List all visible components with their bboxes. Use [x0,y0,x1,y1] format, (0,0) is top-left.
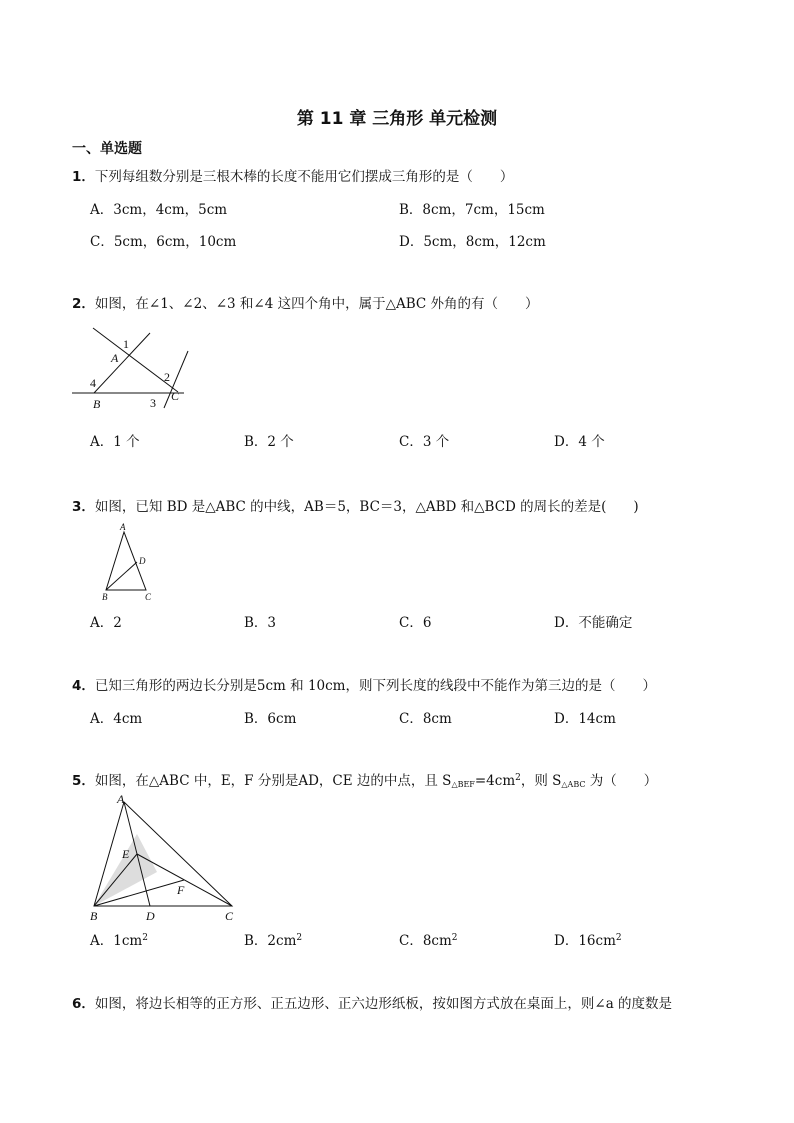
option-c[interactable]: C．6 [399,615,432,631]
page-title: 第 11 章 三角形 单元检测 [296,109,498,129]
question-text: 如图，将边长相等的正方形、正五边形、正六边形纸板，按如图方式放在桌面上，则∠a 的度数是 [94,996,673,1012]
option-d[interactable]: D．$16cm^2$ [554,933,622,949]
section-heading: 一、单选题 [72,141,142,157]
label-A: A [120,522,126,532]
option-c[interactable]: C．5cm，6cm，10cm [90,234,237,250]
question-2 [72,292,539,312]
option-d[interactable]: D．4 个 [554,434,605,450]
question-text: 如图，已知 BD 是△ABC 的中线，AB＝5，BC＝3，△ABD 和△BCD 的周长的差是( ) [94,499,639,515]
label-C: C [225,909,234,923]
option-b[interactable]: B．$2cm^2$ [244,933,303,949]
option-a[interactable]: A．1 个 [90,434,140,450]
option-d[interactable]: D．14cm [554,711,616,727]
label-4: 4 [90,376,96,390]
label-C: C [145,592,152,602]
option-b[interactable]: B．2 个 [244,434,294,450]
question-number: 5． [72,773,95,789]
question-number: 2． [72,296,95,312]
label-B: B [93,397,101,411]
option-a[interactable]: A．4cm [90,711,143,727]
label-A: A [111,351,119,365]
label-1: 1 [123,337,129,351]
midpoint-triangle-figure [86,792,246,924]
question-text: 已知三角形的两边长分别是5cm 和 10cm，则下列长度的线段中不能作为第三边的是（ ） [94,678,656,694]
triangle-exterior-angle-figure [68,320,198,412]
question-1 [72,165,513,185]
question-4 [72,674,656,694]
question-text: 如图，在∠1、∠2、∠3 和∠4 这四个角中，属于△ABC 外角的有（ ） [94,296,539,312]
area-subscript: △ABC [561,780,586,789]
question-5 [72,769,657,789]
question-number: 3． [72,499,95,515]
question-text: 如图，在△ABC 中，E，F 分别是AD，CE 边的中点，且 S [94,773,452,789]
label-3: 3 [150,396,156,410]
question-number: 1． [72,169,95,185]
question-text: 下列每组数分别是三根木棒的长度不能用它们摆成三角形的是（ ） [94,169,514,185]
question-6 [72,992,672,1012]
label-C: C [171,389,180,403]
option-b[interactable]: B．3 [244,615,277,631]
option-c[interactable]: C．8cm [399,711,452,727]
area-subscript: △BEF [451,780,475,789]
question-3 [72,495,639,515]
option-c[interactable]: C．3 个 [399,434,450,450]
question-text: 为（ ） [585,773,658,789]
option-b[interactable]: B．6cm [244,711,297,727]
unit-exponent: 2 [515,773,521,783]
question-text: =4cm [474,773,516,789]
option-a[interactable]: A．2 [90,615,122,631]
label-D: D [146,909,155,923]
label-2: 2 [164,370,170,384]
option-d[interactable]: D．5cm，8cm，12cm [399,234,546,250]
option-c[interactable]: C．$8cm^2$ [399,933,458,949]
option-d[interactable]: D．不能确定 [554,615,633,631]
option-a[interactable]: A．$1cm^2$ [90,933,148,949]
question-number: 4． [72,678,95,694]
option-a[interactable]: A．3cm，4cm，5cm [90,202,228,218]
median-triangle-figure [96,520,160,604]
question-text: ，则 S [520,773,562,789]
label-F: F [177,883,185,897]
label-B: B [102,592,108,602]
label-D: D [139,556,146,566]
option-b[interactable]: B．8cm，7cm，15cm [399,202,545,218]
label-A: A [117,792,125,806]
label-B: B [90,909,98,923]
label-E: E [122,847,130,861]
question-number: 6． [72,996,95,1012]
